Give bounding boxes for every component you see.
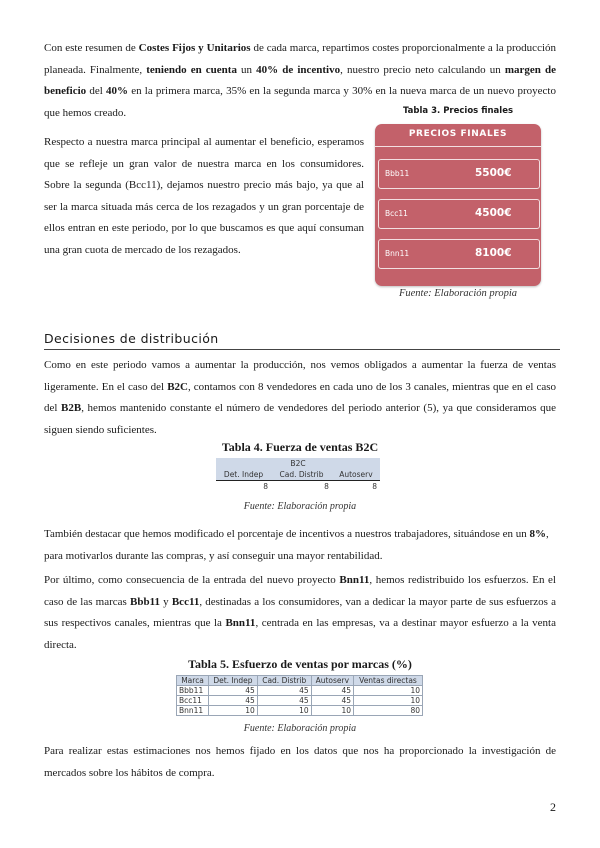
price-card-divider xyxy=(375,146,541,147)
incentives-paragraph xyxy=(44,524,556,567)
price-row-brand: Bcc11 xyxy=(385,209,408,218)
bold-run: teniendo en cuenta xyxy=(146,63,237,76)
table5-cell: 10 xyxy=(353,686,422,696)
table5 xyxy=(176,675,423,716)
table5-brand: Bbb11 xyxy=(177,686,209,696)
table4 xyxy=(216,458,380,492)
text-run: , centrada en las empresas, va a destinar mayor esfuerzo a la venta directa. xyxy=(44,617,556,651)
table-row xyxy=(177,686,423,696)
text-run: Con este resumen de xyxy=(44,42,139,54)
bold-run: 40% xyxy=(106,85,128,97)
bold-run: Bcc11 xyxy=(171,595,200,608)
table4-header: Det. Indep xyxy=(216,469,271,481)
text-run: de cada marca, repartimos costes proporcionalmente a la producción planeada. Finalmente, xyxy=(44,42,557,76)
bold-run: Costes Fijos y Unitarios xyxy=(138,42,251,54)
price-card-title: PRECIOS FINALES xyxy=(408,129,508,139)
price-row-brand: Bbb11 xyxy=(385,169,410,178)
price-row xyxy=(378,239,540,269)
price-row xyxy=(378,199,540,229)
table5-cell: 10 xyxy=(257,706,311,716)
table4-caption: Tabla 4. Fuerza de ventas B2C xyxy=(221,440,379,454)
table5-brand: Bnn11 xyxy=(177,706,209,716)
table4-header: Autoserv xyxy=(332,469,380,481)
text-run: en la primera marca, 35% en la segunda marca y 30% en la nueva marca de un nuevo proyecto que hemos creado. xyxy=(44,85,556,119)
table-row xyxy=(177,696,423,706)
price-row-value: 8100€ xyxy=(475,247,512,259)
table4-cell: 8 xyxy=(324,482,329,491)
table5-header: Autoserv xyxy=(311,676,353,686)
table5-cell: 45 xyxy=(257,696,311,706)
table5-header: Ventas directas xyxy=(353,676,422,686)
table5-cell: 10 xyxy=(353,696,422,706)
sales-force-paragraph xyxy=(44,355,556,441)
bold-run: Bnn11 xyxy=(225,617,256,629)
table5-cell: 45 xyxy=(209,696,258,706)
text-run: Por último, como consecuencia de la entrada del nuevo proyecto xyxy=(44,574,340,586)
text-run: , contamos con 8 vendedores en cada uno de los 3 canales, mientras que en el caso del xyxy=(44,380,557,414)
table5-cell: 45 xyxy=(311,686,353,696)
table5-cell: 45 xyxy=(257,686,311,696)
text-run: un xyxy=(236,63,257,76)
price-row-value: 4500€ xyxy=(475,207,512,219)
text-run: , nuestro precio neto calculando un xyxy=(340,63,505,76)
bold-run: 8% xyxy=(529,528,547,540)
bold-run: Bnn11 xyxy=(339,574,370,586)
price-row xyxy=(378,159,540,189)
table5-cell: 10 xyxy=(311,706,353,716)
table4-cell: 8 xyxy=(263,482,269,491)
page-number: 2 xyxy=(550,800,556,814)
table5-cell: 45 xyxy=(209,686,258,696)
table4-header: Cad. Distrib xyxy=(271,469,332,481)
table5-header: Det. Indep xyxy=(209,676,258,686)
table4-source: Fuente: Elaboración propia xyxy=(243,501,357,512)
text-run: También destacar que hemos modificado el porcentaje de incentivos a nuestros trabajadores, situándose en un xyxy=(44,528,530,540)
final-prices-card xyxy=(375,124,541,286)
text-run: y xyxy=(159,595,172,608)
table5-source: Fuente: Elaboración propia xyxy=(243,723,357,734)
table3-source: Fuente: Elaboración propia xyxy=(398,288,517,299)
text-run: , hemos mantenido constante el número de vendedores del periodo anterior (5), ya que consideramos que siguen siendo suficientes. xyxy=(44,402,556,436)
text-run: Como en este periodo vamos a aumentar la producción, nos vemos obligados a aumentar la fuerza de ventas ligeramente. En el caso del xyxy=(44,359,556,393)
bold-run: 40% de incentivo xyxy=(256,63,341,76)
table5-header: Cad. Distrib xyxy=(257,676,311,686)
table5-header: Marca xyxy=(177,676,209,686)
table4-super-header: B2C xyxy=(216,458,380,469)
bold-run: Bbb11 xyxy=(130,595,160,608)
section-heading: Decisiones de distribución xyxy=(44,331,560,350)
table-row xyxy=(177,706,423,716)
text-run: del xyxy=(86,85,106,97)
effort-paragraph xyxy=(44,570,556,656)
price-row-brand: Bnn11 xyxy=(385,249,410,258)
table5-brand: Bcc11 xyxy=(177,696,209,706)
table3-caption: Tabla 3. Precios finales xyxy=(402,106,514,116)
table5-cell: 10 xyxy=(209,706,258,716)
closing-paragraph: Para realizar estas estimaciones nos hemos fijado en los datos que nos ha proporcionado la investigación de mercados sobre los hábitos de compra. xyxy=(44,745,556,779)
price-row-value: 5500€ xyxy=(475,167,512,179)
text-run: , destinadas a los consumidores, van a dedicar la mayor parte de sus esfuerzos a sus respectivos canales, mientras que la xyxy=(44,595,556,629)
table5-cell: 45 xyxy=(311,696,353,706)
table4-cell: 8 xyxy=(372,482,377,491)
table5-caption: Tabla 5. Esfuerzo de ventas por marcas (%) xyxy=(188,657,412,671)
brand-value-paragraph: Respecto a nuestra marca principal al aumentar el beneficio, esperamos que se refleje un gran valor de nuestra marca en los consumidores. Sobre la segunda (Bcc11), dejamos nuestro precio más bajo, ya que al ser la marca situada más cerca de los rezagados y un gran porcentaje de ellos entran en este periodo, por lo que buscamos es que aquí consuman una gran cuota de mercado de los rezagados. xyxy=(44,136,364,256)
bold-run: margen de beneficio xyxy=(44,63,557,97)
bold-run: B2C xyxy=(167,380,188,393)
text-run: , para motivarlos durante las compras, y así conseguir una mayor rentabilidad. xyxy=(44,528,549,562)
text-run: , hemos redistribuido los esfuerzos. En el caso de las marcas xyxy=(44,574,556,608)
bold-run: B2B xyxy=(61,402,82,414)
table5-cell: 80 xyxy=(353,706,422,716)
